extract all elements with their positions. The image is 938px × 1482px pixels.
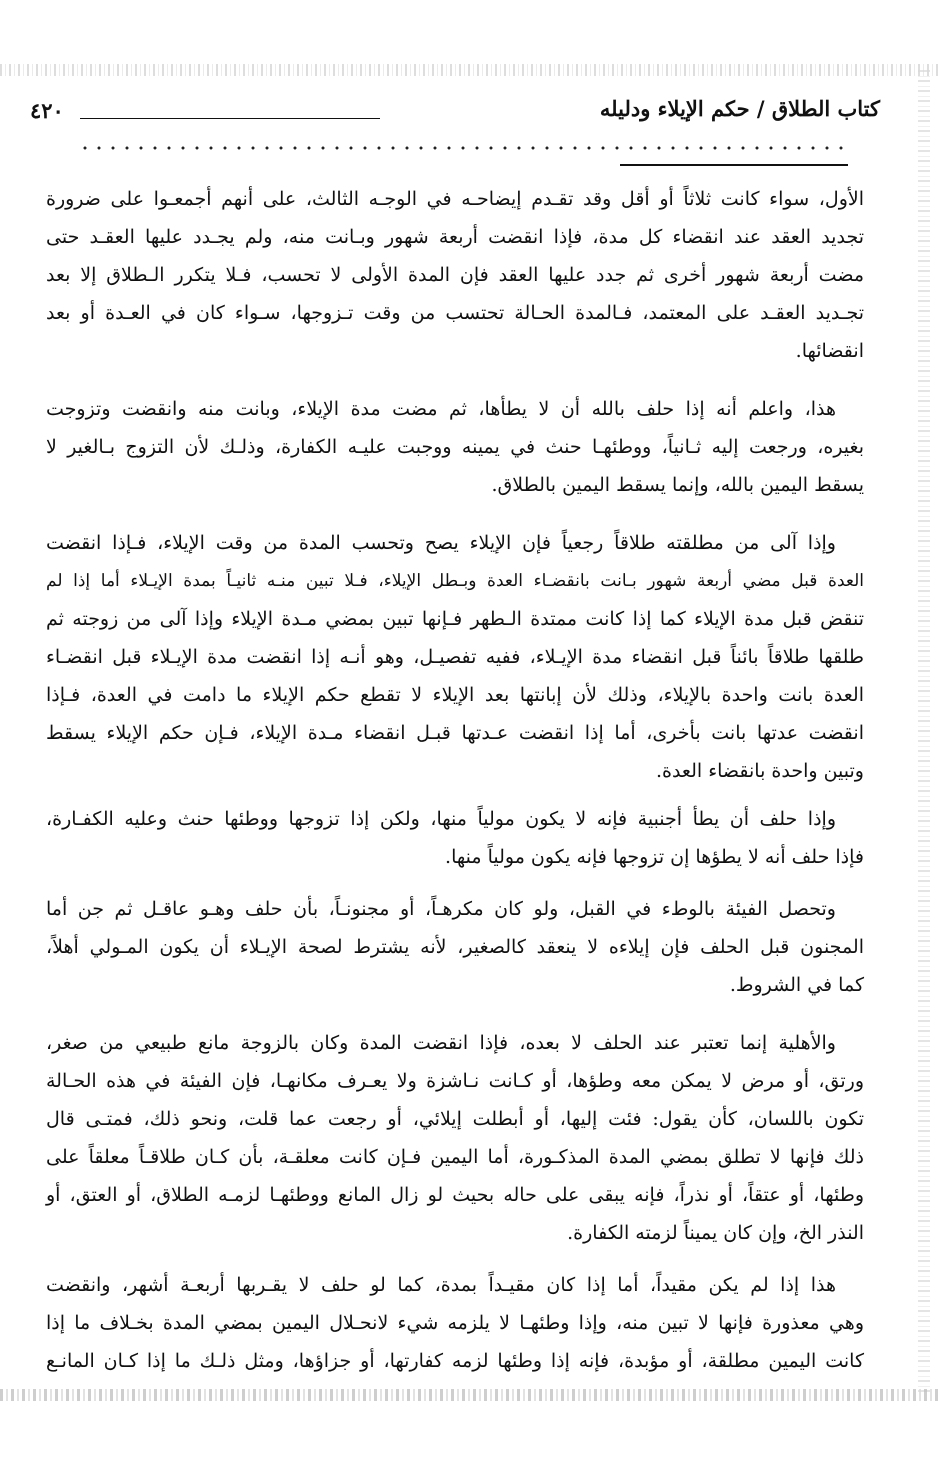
paragraph (46, 524, 864, 790)
text-line: وتحصل الفيئة بالوطء في القبل، ولو كان مكرهـاً، أو مجنونـاً، بأن حلف وهـو عاقـل ثم جن أما (46, 898, 836, 920)
text-line: ورتق، أو مرض لا يمكن معه وطؤها، أو كـانت نـاشزة ولا يعـرف مكانهـا، فإن الفيئة في هذه الحـالة (46, 1070, 864, 1092)
text-line: تجديد العقد عند انقضاء كل مدة، فإذا انقضت أربعة شهور وبـانت منه، ولم يجـدد عليها العقـد حتى (46, 226, 864, 248)
running-title: كتاب الطلاق / حكم الإيلاء ودليله (599, 96, 880, 121)
text-line: وتبين واحدة بانقضاء العدة. (655, 760, 864, 782)
text-line: انقضت عدتها بانت بأخرى، أما إذا انقضت عـدتها قبـل انقضاء مـدة الإيلاء، فـإن حكم الإيلاء يسقط (46, 722, 864, 744)
header-rule (80, 118, 380, 119)
text-line: تنقض قبل مدة الإيلاء كما إذا كانت ممتدة الـطهر فـإنها تبين بمضي مـدة الإيلاء وإذا آلى من زوجته ثم (46, 608, 864, 630)
paragraph (46, 800, 864, 876)
body-text (46, 180, 864, 1380)
text-line: يسقط اليمين بالله، وإنما يسقط اليمين بالطلاق. (491, 474, 864, 496)
text-line: وهي معذورة فإنها لا تبين منه، وإذا وطئهـا لا يلزمه شيء لانحـلال اليمين بمضي المدة بخـلاف ما إذا (46, 1312, 864, 1334)
scan-edge-top (0, 64, 938, 76)
text-line: النذر الخ، وإن كان يميناً لزمته الكفارة. (567, 1222, 864, 1244)
page-number: ٤٢٠ (30, 98, 64, 123)
text-line: فإذا حلف أنه لا يطؤها إن تزوجها فإنه يكون مولياً منها. (445, 846, 864, 868)
scan-edge-right (918, 70, 930, 1395)
text-line: كانت اليمين مطلقة، أو مؤبدة، فإنه إذا وطئها لزمه كفارتها، أو جزاؤها، ومثل ذلـك ما إذا كـان المانـع (46, 1350, 864, 1372)
text-line: والأهلية إنما تعتبر عند الحلف لا بعده، فإذا انقضت المدة وكان بالزوجة مانع طبيعي من صغر، (46, 1032, 836, 1054)
text-line: هذا إذا لم يكن مقيداً، أما إذا كان مقيـداً بمدة، كما لو حلف لا يقـربها أربعـة أشهر، وانقضت (46, 1274, 836, 1296)
text-line: مضت أربعة شهور أخرى ثم جدد عليها العقد فإن المدة الأولى لا تحسب، فـلا يتكرر الـطلاق إلا بعد (46, 264, 864, 286)
text-line: تكون باللسان، كأن يقول: فئت إليها، أو أبطلت إيلائي، أو رجعت عما قلت، ونحو ذلك، فمتـى قال (46, 1108, 864, 1130)
paragraph (46, 890, 864, 1004)
dotted-separator (78, 146, 848, 150)
text-line: ذلك فإنها لا تطلق بمضي المدة المذكـورة، أما اليمين فـإن كانت معلقـة، بأن كـان طلاقـاً معلقاً على (46, 1146, 864, 1168)
text-line: انقضائها. (795, 340, 864, 362)
paragraph (46, 390, 864, 504)
text-line: الأول، سواء كانت ثلاثاً أو أقل وقد تقـدم إيضاحـه في الوجـه الثالث، على أنهم أجمعـوا على ضرورة (46, 188, 864, 210)
text-line: المجنون قبل الحلف فإن إيلاءه لا ينعقد كالصغير، لأنه يشترط لصحة الإيـلاء أن يكون المـولي أهلاً، (46, 936, 864, 958)
text-line: وإذا آلى من مطلقته طلاقاً رجعياً فإن الإيلاء يصح وتحسب المدة من وقت الإيلاء، فـإذا انقضت (46, 532, 836, 554)
text-line: وإذا حلف أن يطأ أجنبية فإنه لا يكون مولياً منها، ولكن إذا تزوجها ووطئها حنث وعليه الكفـارة، (46, 808, 836, 830)
text-line: كما في الشروط. (729, 974, 864, 996)
paragraph (46, 1266, 864, 1380)
paragraph (46, 1024, 864, 1252)
section-rule (620, 164, 848, 166)
page-header (30, 96, 880, 130)
text-line: وطئها، أو عتقاً، أو نذراً، فإنه يبقى على حاله بحيث لو زال المانع ووطئهـا لزمـه الطلاق، أو العتق، أو (46, 1184, 864, 1206)
text-line: بغيره، ورجعت إليه ثـانياً، ووطئهـا حنث في يمينه ووجبت عليـه الكفارة، وذلـك لأن التزوج بـالغير لا (46, 436, 864, 458)
scan-edge-bottom (0, 1389, 938, 1401)
paragraph (46, 180, 864, 370)
text-line: العدة قبل مضي أربعة شهور بـانت بانقضـاء العدة وبـطل الإيلاء، فـلا تبين منـه ثانيـاً بمدة الإيـلاء أما إذا لم (46, 571, 864, 591)
text-line: تجـديد العقـد على المعتمد، فـالمدة الحـالة تحتسب من وقت تـزوجها، سـواء كان في العـدة أو بعد (46, 302, 864, 324)
text-line: العدة بانت واحدة بالإيلاء، وذلك لأن إبانتها بعد الإيلاء لا تقطع حكم الإيلاء ما دامت في العدة، فـإذا (46, 684, 864, 706)
text-line: طلقها طلاقاً بائناً قبل انقضاء مدة الإيـلاء، ففيه تفصيـل، وهو أنـه إذا انقضت مدة الإيـلاء قبل انقضـاء (46, 646, 864, 668)
text-line: هذا، واعلم أنه إذا حلف بالله أن لا يطأها، ثم مضت مدة الإيلاء، وبانت منه وانقضت وتزوجت (46, 398, 836, 420)
